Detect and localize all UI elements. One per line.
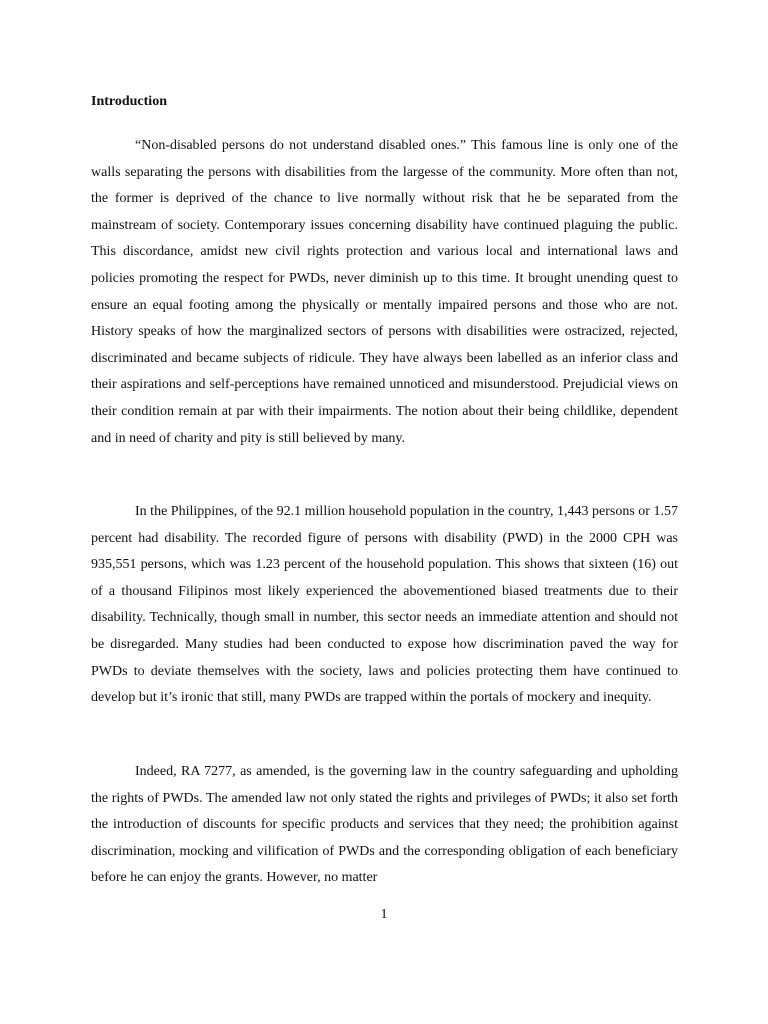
body-paragraph-1: “Non-disabled persons do not understand disabled ones.” This famous line is only one of the walls separating the persons with disabilities from the largesse of the community. More often than not, the former is deprived of the chance to live normally without risk that he be separated from the mainstream of society. Contemporary issues concerning disability have continued plaguing the public. This discordance, amidst new civil rights protection and various local and international laws and policies promoting the respect for PWDs, never diminish up to this time. It brought unending quest to ensure an equal footing among the physically or mentally impaired persons and those who are not. History speaks of how the marginalized sectors of persons with disabilities were ostracized, rejected, discriminated and became subjects of ridicule. They have always been labelled as an inferior class and their aspirations and self-perceptions have remained unnoticed and misunderstood. Prejudicial views on their condition remain at par with their impairments. The notion about their being childlike, dependent and in need of charity and pity is still believed by many. — [91, 138, 678, 446]
body-paragraph-2: In the Philippines, of the 92.1 million household population in the country, 1,443 persons or 1.57 percent had disability. The recorded figure of persons with disability (PWD) in the 2000 CPH was 935,551 persons, which was 1.23 percent of the household population. This shows that sixteen (16) out of a thousand Filipinos most likely experienced the abovementioned biased treatments due to their disability. Technically, though small in number, this sector needs an immediate attention and should not be disregarded. Many studies had been conducted to expose how discrimination paved the way for PWDs to deviate themselves with the society, laws and policies protecting them have continued to develop but it’s ironic that still, many PWDs are trapped within the portals of mockery and inequity. — [91, 504, 678, 706]
body-paragraph-3: Indeed, RA 7277, as amended, is the governing law in the country safeguarding and upholding the rights of PWDs. The amended law not only stated the rights and privileges of PWDs; it also set forth the introduction of discounts for specific products and services that they need; the prohibition against discrimination, mocking and vilification of PWDs and the corresponding obligation of each beneficiary before he can enjoy the grants. However, no matter — [91, 764, 678, 886]
page-number: 1 — [380, 907, 388, 922]
section-heading: Introduction — [91, 94, 167, 109]
